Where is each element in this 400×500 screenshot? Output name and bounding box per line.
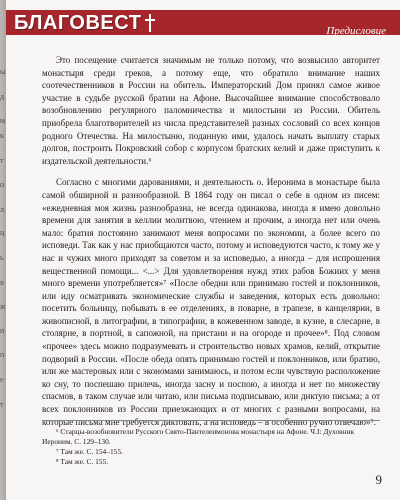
margin-glyph: ж xyxy=(0,302,6,311)
cross-icon xyxy=(143,14,157,32)
margin-glyph: л xyxy=(0,205,4,214)
paragraph: Это посещение считается значимым не только потому, что возвысило авторитет монастыря среди греков, а потому еще, что обратило внимание наших соотечественников в России на обитель. Императорский Дом принял самое живое участие в судьбе русской братии на Афоне. Высочайшее внимание способствовало возобновлению регулярного паломничества и милостыни из России. Обитель приобрела благотворителей из числа представителей разных сословий со всех концов родного Отечества. На милостыню, поданную ими, удалось начать выплату старых долгов, построить Покровский собор с корпусом братских келий и даже приступить к издательской деятельности.⁶ xyxy=(42,55,380,166)
paragraph: Согласно с многими дарованиями, и деятельность о. Иеронима в монастыре была самой обширной и разнообразной. В 1864 году он писал о себе в одном из писем: «ежедневная моя жизнь разнообразна, не всегда одинакова, иногда я имею довольно времени для занятия в келлии молитвою, чтением и прочим, а иногда нет или очень мало: братия постоянно занимают меня вопросами по экономии, а более всего по исповеди. Так как у нас приобщаются часто, потому и исповедуются часто, к тому же у нас и чужих много приходят за советом и за исповедью, а иногда – для испрошения вещественной помощи... <...> Для удовлетворения нужд этих рабов Божиих у меня много времени употребляется»⁷ «После обедни или принимаю гостей и поклонников, или иду осматривать экономические службы и заведения, которых есть довольно: посетить больницу, побывать в ее отделениях, в поварне, в трапезе, в канцелярии, в живописной, в литографии, в типографии, в кожевенном заводе, в кузне, в слесарне, в столярне, в портной, в сапожной, на пристани и на огороде и прочее»⁸. Под словом «прочее» здесь можно подразумевать и строительство новых храмов, келий, открытие подворий в России. «После обеда опять принимаю гостей и поклонников, или братию, или же мастеровых или с экономами занимаюсь, и потом если чувствую расположение ко сну, то поспешаю прилечь, иногда засну и поспою, а иногда и нет по множеству спасмов, в таком случае или читаю, или письма подписываю, или диктую письма; а от всех поклонников из России приезжающих и от многих с разными вопросами, на которые письма мне требуется диктовать, а на исповедь – в особенно ручно отвечаю»⁹. xyxy=(42,177,380,427)
margin-glyph: к xyxy=(0,131,4,140)
running-head: Предисловие xyxy=(326,25,386,37)
body-text xyxy=(42,54,380,428)
footnotes xyxy=(42,420,380,467)
margin-glyph: ц xyxy=(0,228,5,237)
margin-glyph: п xyxy=(0,350,5,359)
page-number: 9 xyxy=(375,472,382,487)
margin-glyph: т xyxy=(0,400,4,409)
margin-glyph: е xyxy=(0,375,4,384)
margin-glyph: в xyxy=(0,278,4,287)
header-bar xyxy=(6,10,400,35)
watermark-logo xyxy=(14,12,157,35)
footnote: ⁶ Старцы-возобновители Русского Свято-Пантелеимонова монастыря на Афоне. Ч.I: Духовник Иероним. С. 129–130. xyxy=(42,427,355,446)
margin-glyph: и xyxy=(0,326,5,335)
book-page xyxy=(6,0,400,500)
margin-glyph: т xyxy=(0,156,4,165)
margin-glyph: м xyxy=(0,116,6,125)
margin-glyph: ы xyxy=(0,67,6,76)
margin-glyph: о xyxy=(0,180,4,189)
footnote: ⁷ Там же. С. 154–155. xyxy=(56,447,123,456)
footnote: ⁸ Там же. С. 155. xyxy=(56,457,109,466)
margin-glyph: ь xyxy=(0,253,4,262)
watermark-brand: БЛАГОВЕСТ xyxy=(14,12,142,34)
margin-glyph: д xyxy=(0,92,5,101)
